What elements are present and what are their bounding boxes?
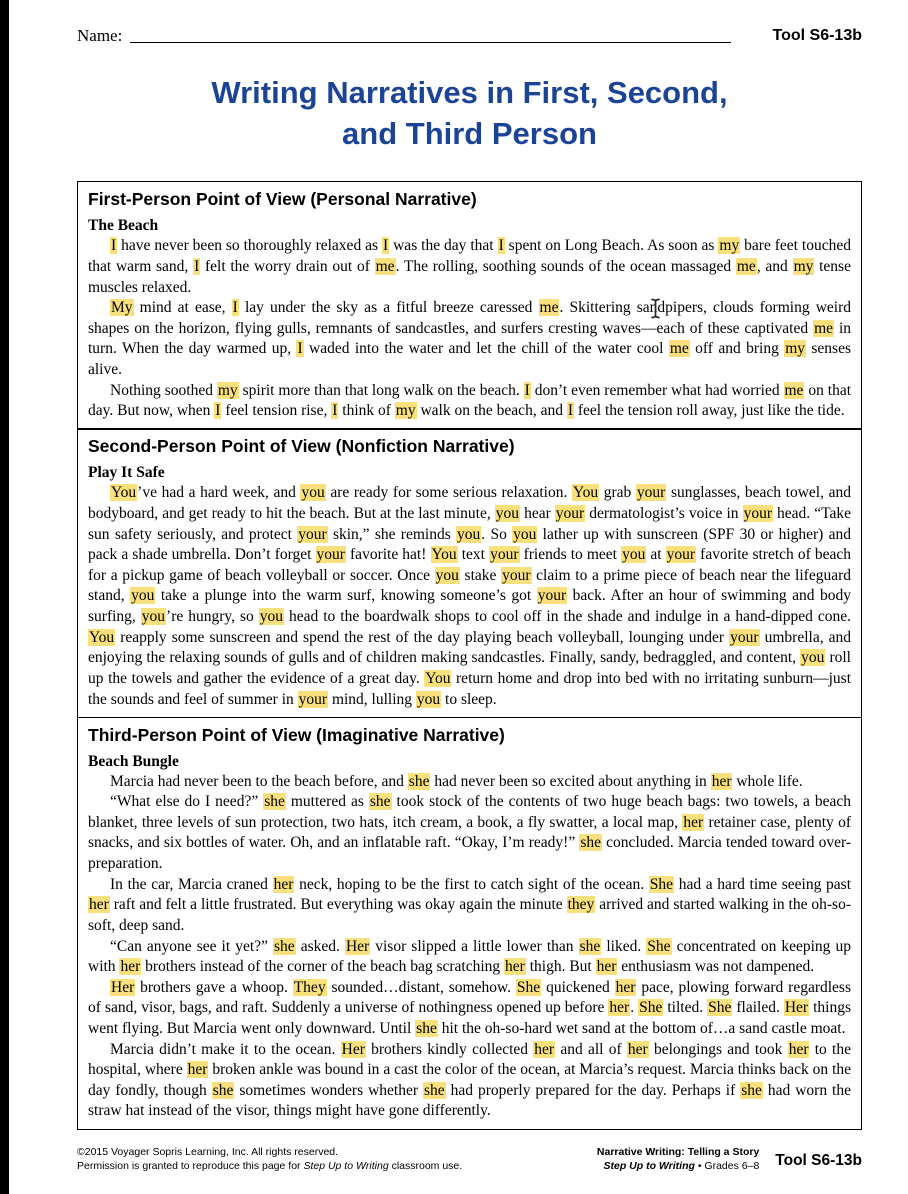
story-paragraph: Nothing soothed my spirit more than that long walk on the beach. I don’t even remember what had worried me on that day. But now, when I feel tension rise, I think of my walk on the beach, and I feel the tension roll away, just like the tide. <box>88 381 852 420</box>
highlighted-pronoun: your <box>316 546 345 564</box>
program-name-italic: Step Up to Writing <box>603 1160 695 1173</box>
story-paragraph: You’ve had a hard week, and you are ready for some serious relaxation. You grab your sunglasses, beach towel, and bodyboard, and get ready to hit the beach. But at the last minute, you hear your dermatologist’s voice in your head. “Take sun safety seriously, and protect your skin,” she reminds you. So you lather up with sunscreen (SPF 30 or higher) and pack a shade umbrella. Don’t forget your favorite hat! You text your friends to meet you at your favorite stretch of beach for a pickup game of beach volleyball or soccer. Once you stake your claim to a prime piece of beach near the lifeguard stand, you take a plunge into the warm surf, knowing someone’s got your back. After an hour of swimming and body surfing, you’re hungry, so you head to the boardwalk shops to cool off in the shade and indulge in a hand-dipped cone. You reapply some sunscreen and spend the rest of the day playing beach volleyball, lounging under your umbrella, and enjoying the relaxing sounds of gulls and of children making sandcastles. Finally, sandy, bedraggled, and content, you roll up the towels and gather the evidence of a great day. You return home and drop into bed with no irritating sunburn—just the sounds and feel of summer in your mind, lulling you to sleep. <box>88 484 852 708</box>
highlighted-pronoun: her <box>273 875 294 893</box>
highlighted-pronoun: your <box>298 525 327 543</box>
page-title-line-2: and Third Person <box>342 116 597 152</box>
highlighted-pronoun: my <box>395 402 416 420</box>
highlighted-pronoun: my <box>785 340 806 358</box>
story-paragraph: I have never been so thoroughly relaxed as I was the day that I spent on Long Beach. As soon as my bare feet touched that warm sand, I felt the worry drain out of me. The rolling, soothing sounds of the ocean massaged me, and my tense muscles relaxed. <box>88 237 851 296</box>
highlighted-pronoun: her <box>505 958 525 976</box>
highlighted-pronoun: I <box>498 237 504 255</box>
highlighted-pronoun: I <box>194 258 200 276</box>
copyright-line-2-suffix: classroom use. <box>388 1160 463 1173</box>
highlighted-pronoun: you <box>457 525 481 543</box>
highlighted-pronoun: Her <box>111 978 135 996</box>
highlighted-pronoun: your <box>555 505 585 523</box>
highlighted-pronoun: my <box>793 258 814 276</box>
program-grades: • Grades 6–8 <box>694 1160 760 1173</box>
highlighted-pronoun: you <box>259 608 284 626</box>
highlighted-pronoun: my <box>719 237 740 255</box>
highlighted-pronoun: You <box>425 669 451 687</box>
highlighted-pronoun: me <box>736 258 756 276</box>
highlighted-pronoun: I <box>332 402 338 420</box>
highlighted-pronoun: her <box>627 1040 648 1058</box>
footer <box>77 1145 862 1182</box>
story-title: Play It Safe <box>88 464 165 482</box>
page-title <box>77 72 862 154</box>
highlighted-pronoun: your <box>537 587 567 605</box>
highlighted-pronoun: she <box>416 1019 437 1037</box>
highlighted-pronoun: You <box>89 628 115 646</box>
highlighted-pronoun: I <box>524 381 530 399</box>
tool-code-top: Tool S6-13b <box>772 27 862 44</box>
program-title: Narrative Writing: Telling a Story <box>596 1145 760 1158</box>
story-paragraph: Marcia didn’t make it to the ocean. Her brothers kindly collected her and all of her belongings and took her to the hospital, where her broken ankle was bound in a cast the color of the ocean, at Marcia’s request. Marcia thinks back on the day fondly, though she sometimes wonders whether she had properly prepared for the day. Perhaps if she had worn the straw hat instead of the visor, things might have gone differently. <box>88 1040 852 1120</box>
tool-code-bottom: Tool S6-13b <box>775 1152 862 1170</box>
highlighted-pronoun: her <box>187 1061 208 1079</box>
worksheet-page <box>9 0 908 1194</box>
highlighted-pronoun: I <box>383 237 389 255</box>
highlighted-pronoun: She <box>708 999 732 1017</box>
highlighted-pronoun: They <box>293 978 326 996</box>
highlighted-pronoun: your <box>666 546 696 564</box>
text-cursor-icon <box>649 298 662 319</box>
highlighted-pronoun: me <box>669 340 689 358</box>
highlighted-pronoun: I <box>111 237 117 255</box>
page-title-line-1: Writing Narratives in First, Second, <box>211 75 728 110</box>
highlighted-pronoun: She <box>649 875 674 893</box>
copyright-line-1: ©2015 Voyager Sopris Learning, Inc. All rights reserved. <box>77 1145 339 1158</box>
highlighted-pronoun: your <box>298 690 328 708</box>
highlighted-pronoun: she <box>423 1081 445 1099</box>
highlighted-pronoun: she <box>212 1081 234 1099</box>
highlighted-pronoun: you <box>495 505 520 523</box>
highlighted-pronoun: You <box>431 546 457 564</box>
highlighted-pronoun: her <box>609 999 630 1017</box>
story-paragraph: “Can anyone see it yet?” she asked. Her visor slipped a little lower than she liked. She concentrated on keeping up with her brothers instead of the corner of the beach bag scratching her thigh. But her enthusiasm was not dampened. <box>88 937 851 976</box>
highlighted-pronoun: you <box>301 484 325 502</box>
highlighted-pronoun: I <box>232 299 238 317</box>
highlighted-pronoun: She <box>647 937 671 955</box>
highlighted-pronoun: she <box>273 937 295 955</box>
highlighted-pronoun: her <box>711 772 732 790</box>
highlighted-pronoun: your <box>743 505 772 523</box>
highlighted-pronoun: you <box>435 566 459 584</box>
highlighted-pronoun: my <box>217 381 238 399</box>
section-box <box>77 181 862 429</box>
highlighted-pronoun: her <box>89 896 109 914</box>
highlighted-pronoun: You <box>572 484 599 502</box>
section-heading: First-Person Point of View (Personal Narrative) <box>88 189 477 210</box>
highlighted-pronoun: she <box>369 793 391 811</box>
highlighted-pronoun: She <box>639 999 663 1017</box>
program-info-block <box>597 1145 759 1174</box>
highlighted-pronoun: Her <box>341 1040 365 1058</box>
highlighted-pronoun: Her <box>784 999 809 1017</box>
name-label: Name: <box>77 26 123 45</box>
program-subtitle <box>597 1159 759 1174</box>
highlighted-pronoun: you <box>801 649 825 667</box>
story-paragraph: My mind at ease, I lay under the sky as a fitful breeze caressed me. Skittering sandpipers, clouds forming weird shapes on the horizon, flying gulls, remnants of sandcastles, and surfers cresting waves—each of these captivated me in turn. When the day warmed up, I waded into the water and let the chill of the water cool me off and bring my senses alive. <box>88 299 852 379</box>
highlighted-pronoun: her <box>534 1040 555 1058</box>
section-box <box>77 717 862 1130</box>
name-row <box>77 26 862 46</box>
highlighted-pronoun: you <box>416 690 441 708</box>
highlighted-pronoun: you <box>622 546 646 564</box>
highlighted-pronoun: me <box>375 258 395 276</box>
highlighted-pronoun: she <box>580 834 602 852</box>
scan-edge-bar <box>0 0 9 1194</box>
highlighted-pronoun: I <box>297 340 303 358</box>
section-box <box>77 428 862 718</box>
highlighted-pronoun: your <box>636 484 666 502</box>
section-heading: Third-Person Point of View (Imaginative Narrative) <box>88 724 505 745</box>
story-title: The Beach <box>88 217 159 235</box>
highlighted-pronoun: she <box>579 937 601 955</box>
highlighted-pronoun: Her <box>345 937 370 955</box>
highlighted-pronoun: her <box>596 958 617 976</box>
sections-container <box>77 181 862 1130</box>
name-blank-line <box>130 41 730 43</box>
copyright-block <box>77 1145 462 1174</box>
highlighted-pronoun: me <box>784 381 804 399</box>
highlighted-pronoun: I <box>215 402 221 420</box>
highlighted-pronoun: she <box>408 772 430 790</box>
highlighted-pronoun: I <box>567 402 573 420</box>
highlighted-pronoun: My <box>111 299 133 317</box>
highlighted-pronoun: She <box>516 978 541 996</box>
copyright-line-2 <box>77 1159 462 1174</box>
highlighted-pronoun: they <box>567 896 595 914</box>
highlighted-pronoun: you <box>513 525 537 543</box>
story-paragraph: Her brothers gave a whoop. They sounded…distant, somehow. She quickened her pace, plowing forward regardless of sand, visor, bags, and raft. Suddenly a universe of nothingness opened up before her. She tilted. She flailed. Her things went flying. But Marcia went only downward. Until she hit the oh-so-hard wet sand at the bottom of…a sand castle moat. <box>88 978 852 1037</box>
section-heading: Second-Person Point of View (Nonfiction Narrative) <box>88 436 515 457</box>
highlighted-pronoun: me <box>539 299 559 317</box>
highlighted-pronoun: You <box>111 484 137 502</box>
highlighted-pronoun: her <box>683 813 704 831</box>
highlighted-pronoun: your <box>502 566 531 584</box>
highlighted-pronoun: her <box>615 978 636 996</box>
story-paragraph: “What else do I need?” she muttered as she took stock of the contents of two huge beach bags: two towels, a beach blanket, three levels of sun protection, two hats, itch cream, a book, a fly swatter, a local map, her retainer case, plenty of snacks, and six bottles of water. Oh, and an inflatable raft. “Okay, I’m ready!” she concluded. Marcia tended toward over-preparation. <box>88 793 851 873</box>
story-paragraph: In the car, Marcia craned her neck, hoping to be the first to catch sight of the ocean. She had a hard time seeing past her raft and felt a little frustrated. But everything was okay again the minute they arrived and started walking in the oh-so-soft, deep sand. <box>88 875 851 934</box>
highlighted-pronoun: she <box>264 793 285 811</box>
story-title: Beach Bungle <box>88 752 179 770</box>
highlighted-pronoun: her <box>788 1040 809 1058</box>
copyright-line-2-program: Step Up to Writing <box>303 1160 389 1173</box>
highlighted-pronoun: you <box>131 587 155 605</box>
copyright-line-2-prefix: Permission is granted to reproduce this page for <box>77 1160 304 1173</box>
story-paragraph: Marcia had never been to the beach before, and she had never been so excited about anything in her whole life. <box>110 772 803 790</box>
highlighted-pronoun: me <box>814 319 833 337</box>
highlighted-pronoun: your <box>730 628 759 646</box>
highlighted-pronoun: her <box>120 958 141 976</box>
highlighted-pronoun: you <box>141 608 166 626</box>
highlighted-pronoun: she <box>741 1081 762 1099</box>
highlighted-pronoun: your <box>490 546 519 564</box>
